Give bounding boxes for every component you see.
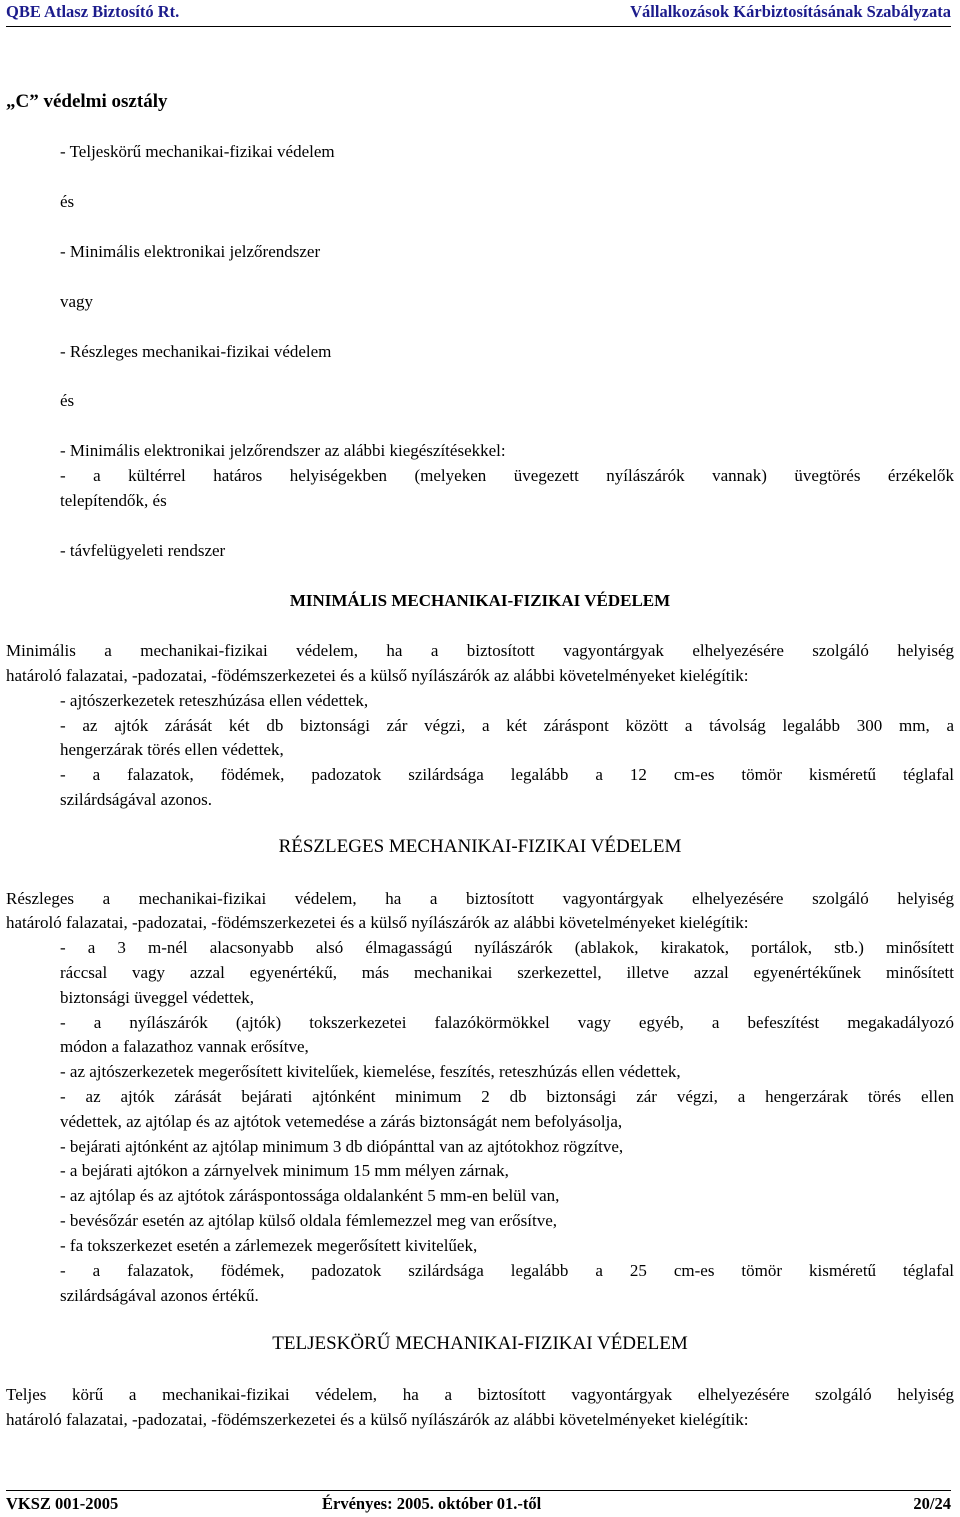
partial-item: védettek, az ajtólap és az ajtótok vetemedése a zárás biztonságát nem befolyásolja, xyxy=(60,1112,623,1131)
partial-protection-heading: RÉSZLEGES MECHANIKAI-FIZIKAI VÉDELEM xyxy=(278,836,682,857)
section-c-line: és xyxy=(60,192,75,211)
partial-item: - a falazatok, födémek, padozatok szilárdsága legalább a 25 cm-es tömör kisméretű téglafal xyxy=(60,1261,954,1280)
minimal-intro-line: határoló falazatai, -padozatai, -födémszerkezetei és a külső nyílászárók az alábbi követelményeket kielégítik: xyxy=(6,666,749,685)
partial-item: - az ajtólap és az ajtótok záráspontossága oldalanként 5 mm-en belül van, xyxy=(60,1186,560,1205)
page-header xyxy=(6,0,951,27)
partial-item: ráccsal vagy azzal egyenértékű, más mechanikai szerkezettel, illetve azzal egyenértékűnek minősített xyxy=(60,963,954,982)
section-c-line: - Minimális elektronikai jelzőrendszer xyxy=(60,242,321,261)
section-c-line: vagy xyxy=(60,292,94,311)
partial-item: - a bejárati ajtókon a zárnyelvek minimum 15 mm mélyen zárnak, xyxy=(60,1161,509,1180)
section-c-line: telepítendők, és xyxy=(60,491,167,510)
full-intro-line: határoló falazatai, -padozatai, -födémszerkezetei és a külső nyílászárók az alábbi követelményeket kielégítik: xyxy=(6,1410,749,1429)
section-c-line: és xyxy=(60,391,75,410)
partial-item: - bevésőzár esetén az ajtólap külső oldala fémlemezzel meg van erősítve, xyxy=(60,1211,558,1230)
header-company: QBE Atlasz Biztosító Rt. xyxy=(6,2,180,21)
section-c-line: - Teljeskörű mechanikai-fizikai védelem xyxy=(60,142,335,161)
minimal-intro-line: Minimális a mechanikai-fizikai védelem, ha a biztosított vagyontárgyak elhelyezésére szolgáló helyiség xyxy=(6,641,954,660)
minimal-item: hengerzárak törés ellen védettek, xyxy=(60,740,284,759)
section-c-line: - távfelügyeleti rendszer xyxy=(60,541,226,560)
minimal-item: - az ajtók zárását két db biztonsági zár végzi, a két záráspont között a távolság legalább 300 mm, a xyxy=(60,716,954,735)
footer-valid-from: Érvényes: 2005. október 01.-től xyxy=(322,1494,542,1513)
partial-item: - az ajtók zárását bejárati ajtónként minimum 2 db biztonsági zár végzi, a hengerzárak törés ellen xyxy=(60,1087,954,1106)
partial-item: módon a falazathoz vannak erősítve, xyxy=(60,1037,309,1056)
section-c-title: „C” védelmi osztály xyxy=(6,91,168,112)
partial-intro-line: Részleges a mechanikai-fizikai védelem, ha a biztosított vagyontárgyak elhelyezésére szolgáló helyiség xyxy=(6,889,954,908)
partial-item: - fa tokszerkezet esetén a zárlemezek megerősített kivitelűek, xyxy=(60,1236,478,1255)
minimal-item: - a falazatok, födémek, padozatok szilárdsága legalább a 12 cm-es tömör kisméretű téglafal xyxy=(60,765,954,784)
full-intro-line: Teljes körű a mechanikai-fizikai védelem, ha a biztosított vagyontárgyak elhelyezésére szolgáló helyiség xyxy=(6,1385,954,1404)
footer-page-number: 20/24 xyxy=(913,1494,951,1513)
header-document-title: Vállalkozások Kárbiztosításának Szabályzata xyxy=(630,2,951,21)
partial-item: - a nyílászárók (ajtók) tokszerkezetei falazókörmökkel vagy egyéb, a befeszítést megakadályozó xyxy=(60,1013,954,1032)
section-c-line: - a kültérrel határos helyiségekben (melyeken üvegezett nyílászárók vannak) üvegtörés érzékelők xyxy=(60,466,954,485)
footer-document-code: VKSZ 001-2005 xyxy=(6,1494,119,1513)
partial-item: - az ajtószerkezetek megerősített kivitelűek, kiemelése, feszítés, reteszhúzás ellen védettek, xyxy=(60,1062,681,1081)
section-c-line: - Részleges mechanikai-fizikai védelem xyxy=(60,342,332,361)
minimal-item: - ajtószerkezetek reteszhúzása ellen védettek, xyxy=(60,691,369,710)
partial-item: szilárdságával azonos értékű. xyxy=(60,1286,259,1305)
page-footer xyxy=(6,1490,951,1517)
partial-intro-line: határoló falazatai, -padozatai, -födémszerkezetei és a külső nyílászárók az alábbi követelményeket kielégítik: xyxy=(6,913,749,932)
full-protection-heading: TELJESKÖRŰ MECHANIKAI-FIZIKAI VÉDELEM xyxy=(272,1333,688,1354)
partial-item: - a 3 m-nél alacsonyabb alsó élmagasságú nyílászárók (ablakok, kirakatok, portálok, stb.) minősített xyxy=(60,938,954,957)
section-c-line: - Minimális elektronikai jelzőrendszer az alábbi kiegészítésekkel: xyxy=(60,441,506,460)
minimal-item: szilárdságával azonos. xyxy=(60,790,212,809)
partial-item: biztonsági üveggel védettek, xyxy=(60,988,255,1007)
minimal-protection-heading: MINIMÁLIS MECHANIKAI-FIZIKAI VÉDELEM xyxy=(289,591,671,610)
partial-item: - bejárati ajtónként az ajtólap minimum 3 db diópánttal van az ajtótokhoz rögzítve, xyxy=(60,1137,624,1156)
